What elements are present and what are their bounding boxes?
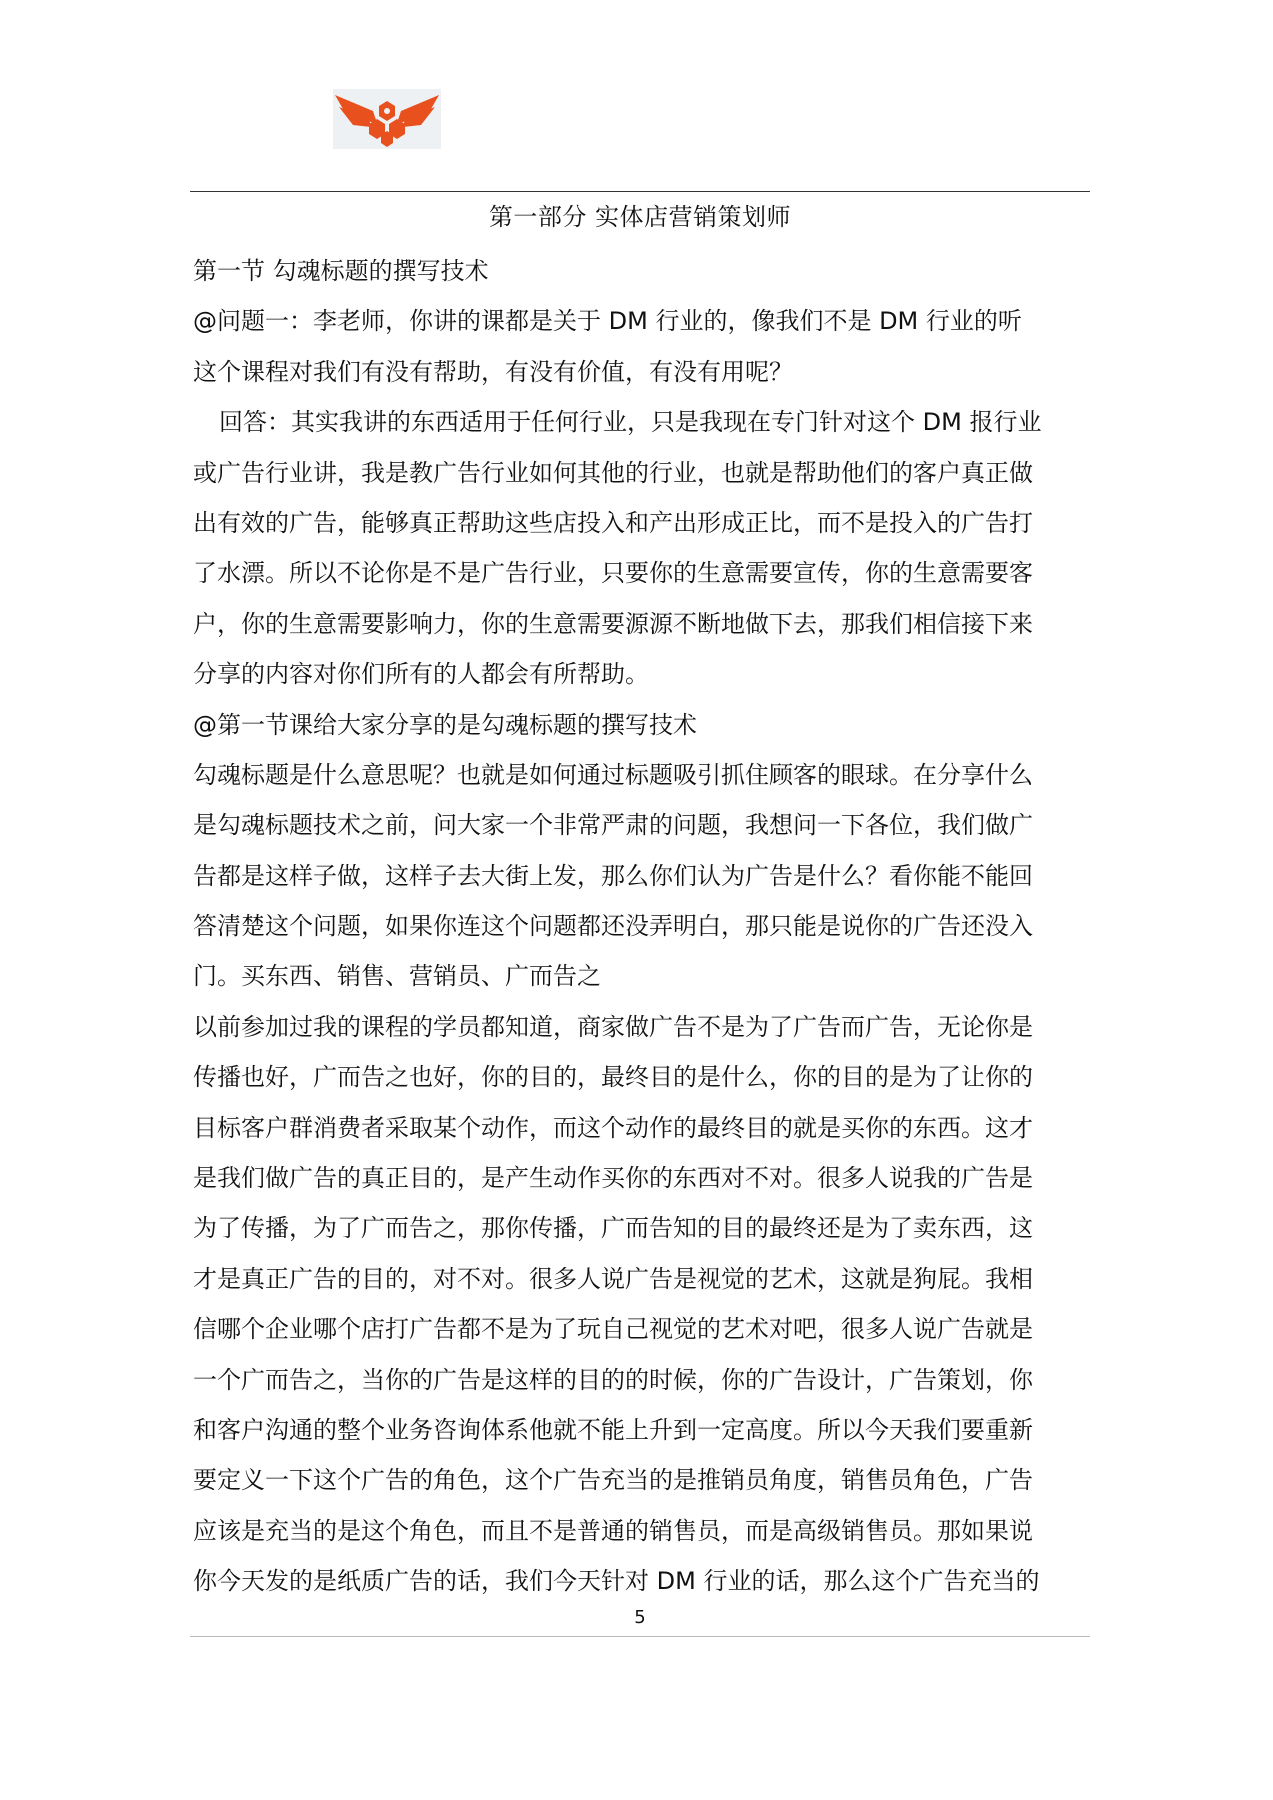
text-line: 第一节 勾魂标题的撰写技术 <box>193 257 489 285</box>
text-line: 这个课程对我们有没有帮助，有没有价值，有没有用呢？ <box>193 357 793 386</box>
text-line: 勾魂标题是什么意思呢？也就是如何通过标题吸引抓住顾客的眼球。在分享什么 <box>193 760 1033 789</box>
footer-divider <box>190 1636 1090 1637</box>
page-number: 5 <box>634 1607 646 1628</box>
text-line: 了水漂。所以不论你是不是广告行业，只要你的生意需要宣传，你的生意需要客 <box>193 559 1033 588</box>
text-line: 分享的内容对你们所有的人都会有所帮助。 <box>193 660 649 689</box>
text-line: 回答：其实我讲的东西适用于任何行业，只是我现在专门针对这个 DM 报行业 <box>219 408 1042 437</box>
text-line: 出有效的广告，能够真正帮助这些店投入和产出形成正比，而不是投入的广告打 <box>193 508 1033 537</box>
text-line: 你今天发的是纸质广告的话，我们今天针对 DM 行业的话，那么这个广告充当的 <box>193 1567 1040 1596</box>
text-line: 要定义一下这个广告的角色，这个广告充当的是推销员角度，销售员角色，广告 <box>193 1466 1033 1495</box>
text-line: 门。买东西、销售、营销员、广而告之 <box>193 962 601 991</box>
text-line: @问题一：李老师，你讲的课都是关于 DM 行业的，像我们不是 DM 行业的听 <box>193 307 1022 336</box>
text-line: 是我们做广告的真正目的，是产生动作买你的东西对不对。很多人说我的广告是 <box>193 1164 1033 1193</box>
text-line: 才是真正广告的目的，对不对。很多人说广告是视觉的艺术，这就是狗屁。我相 <box>193 1264 1033 1293</box>
text-line: 传播也好，广而告之也好，你的目的，最终目的是什么，你的目的是为了让你的 <box>193 1063 1033 1092</box>
text-line: 告都是这样子做，这样子去大街上发，那么你们认为广告是什么？看你能不能回 <box>193 861 1033 890</box>
text-line: 户，你的生意需要影响力，你的生意需要源源不断地做下去，那我们相信接下来 <box>193 609 1033 638</box>
text-line: 应该是充当的是这个角色，而且不是普通的销售员，而是高级销售员。那如果说 <box>193 1516 1033 1545</box>
winged-emblem-icon <box>333 89 441 149</box>
text-line: 为了传播，为了广而告之，那你传播，广而告知的目的最终还是为了卖东西，这 <box>193 1214 1033 1243</box>
text-line: 以前参加过我的课程的学员都知道，商家做广告不是为了广告而广告，无论你是 <box>193 1012 1033 1041</box>
text-line: 答清楚这个问题，如果你连这个问题都还没弄明白，那只能是说你的广告还没入 <box>193 912 1033 941</box>
text-line: 信哪个企业哪个店打广告都不是为了玩自己视觉的艺术对吧，很多人说广告就是 <box>193 1315 1033 1344</box>
text-line: 或广告行业讲，我是教广告行业如何其他的行业，也就是帮助他们的客户真正做 <box>193 458 1033 487</box>
text-line: 目标客户群消费者采取某个动作，而这个动作的最终目的就是买你的东西。这才 <box>193 1113 1033 1142</box>
text-line: 和客户沟通的整个业务咨询体系他就不能上升到一定高度。所以今天我们要重新 <box>193 1415 1033 1444</box>
text-line: 是勾魂标题技术之前，问大家一个非常严肃的问题，我想问一下各位，我们做广 <box>193 811 1033 840</box>
text-line: 一个广而告之，当你的广告是这样的目的的时候，你的广告设计，广告策划，你 <box>193 1365 1033 1394</box>
text-line: @第一节课给大家分享的是勾魂标题的撰写技术 <box>193 710 697 739</box>
part-title: 第一部分 实体店营销策划师 <box>488 203 792 231</box>
logo-graphic <box>333 89 441 149</box>
document-body <box>193 246 1088 1607</box>
header-divider <box>190 191 1090 192</box>
